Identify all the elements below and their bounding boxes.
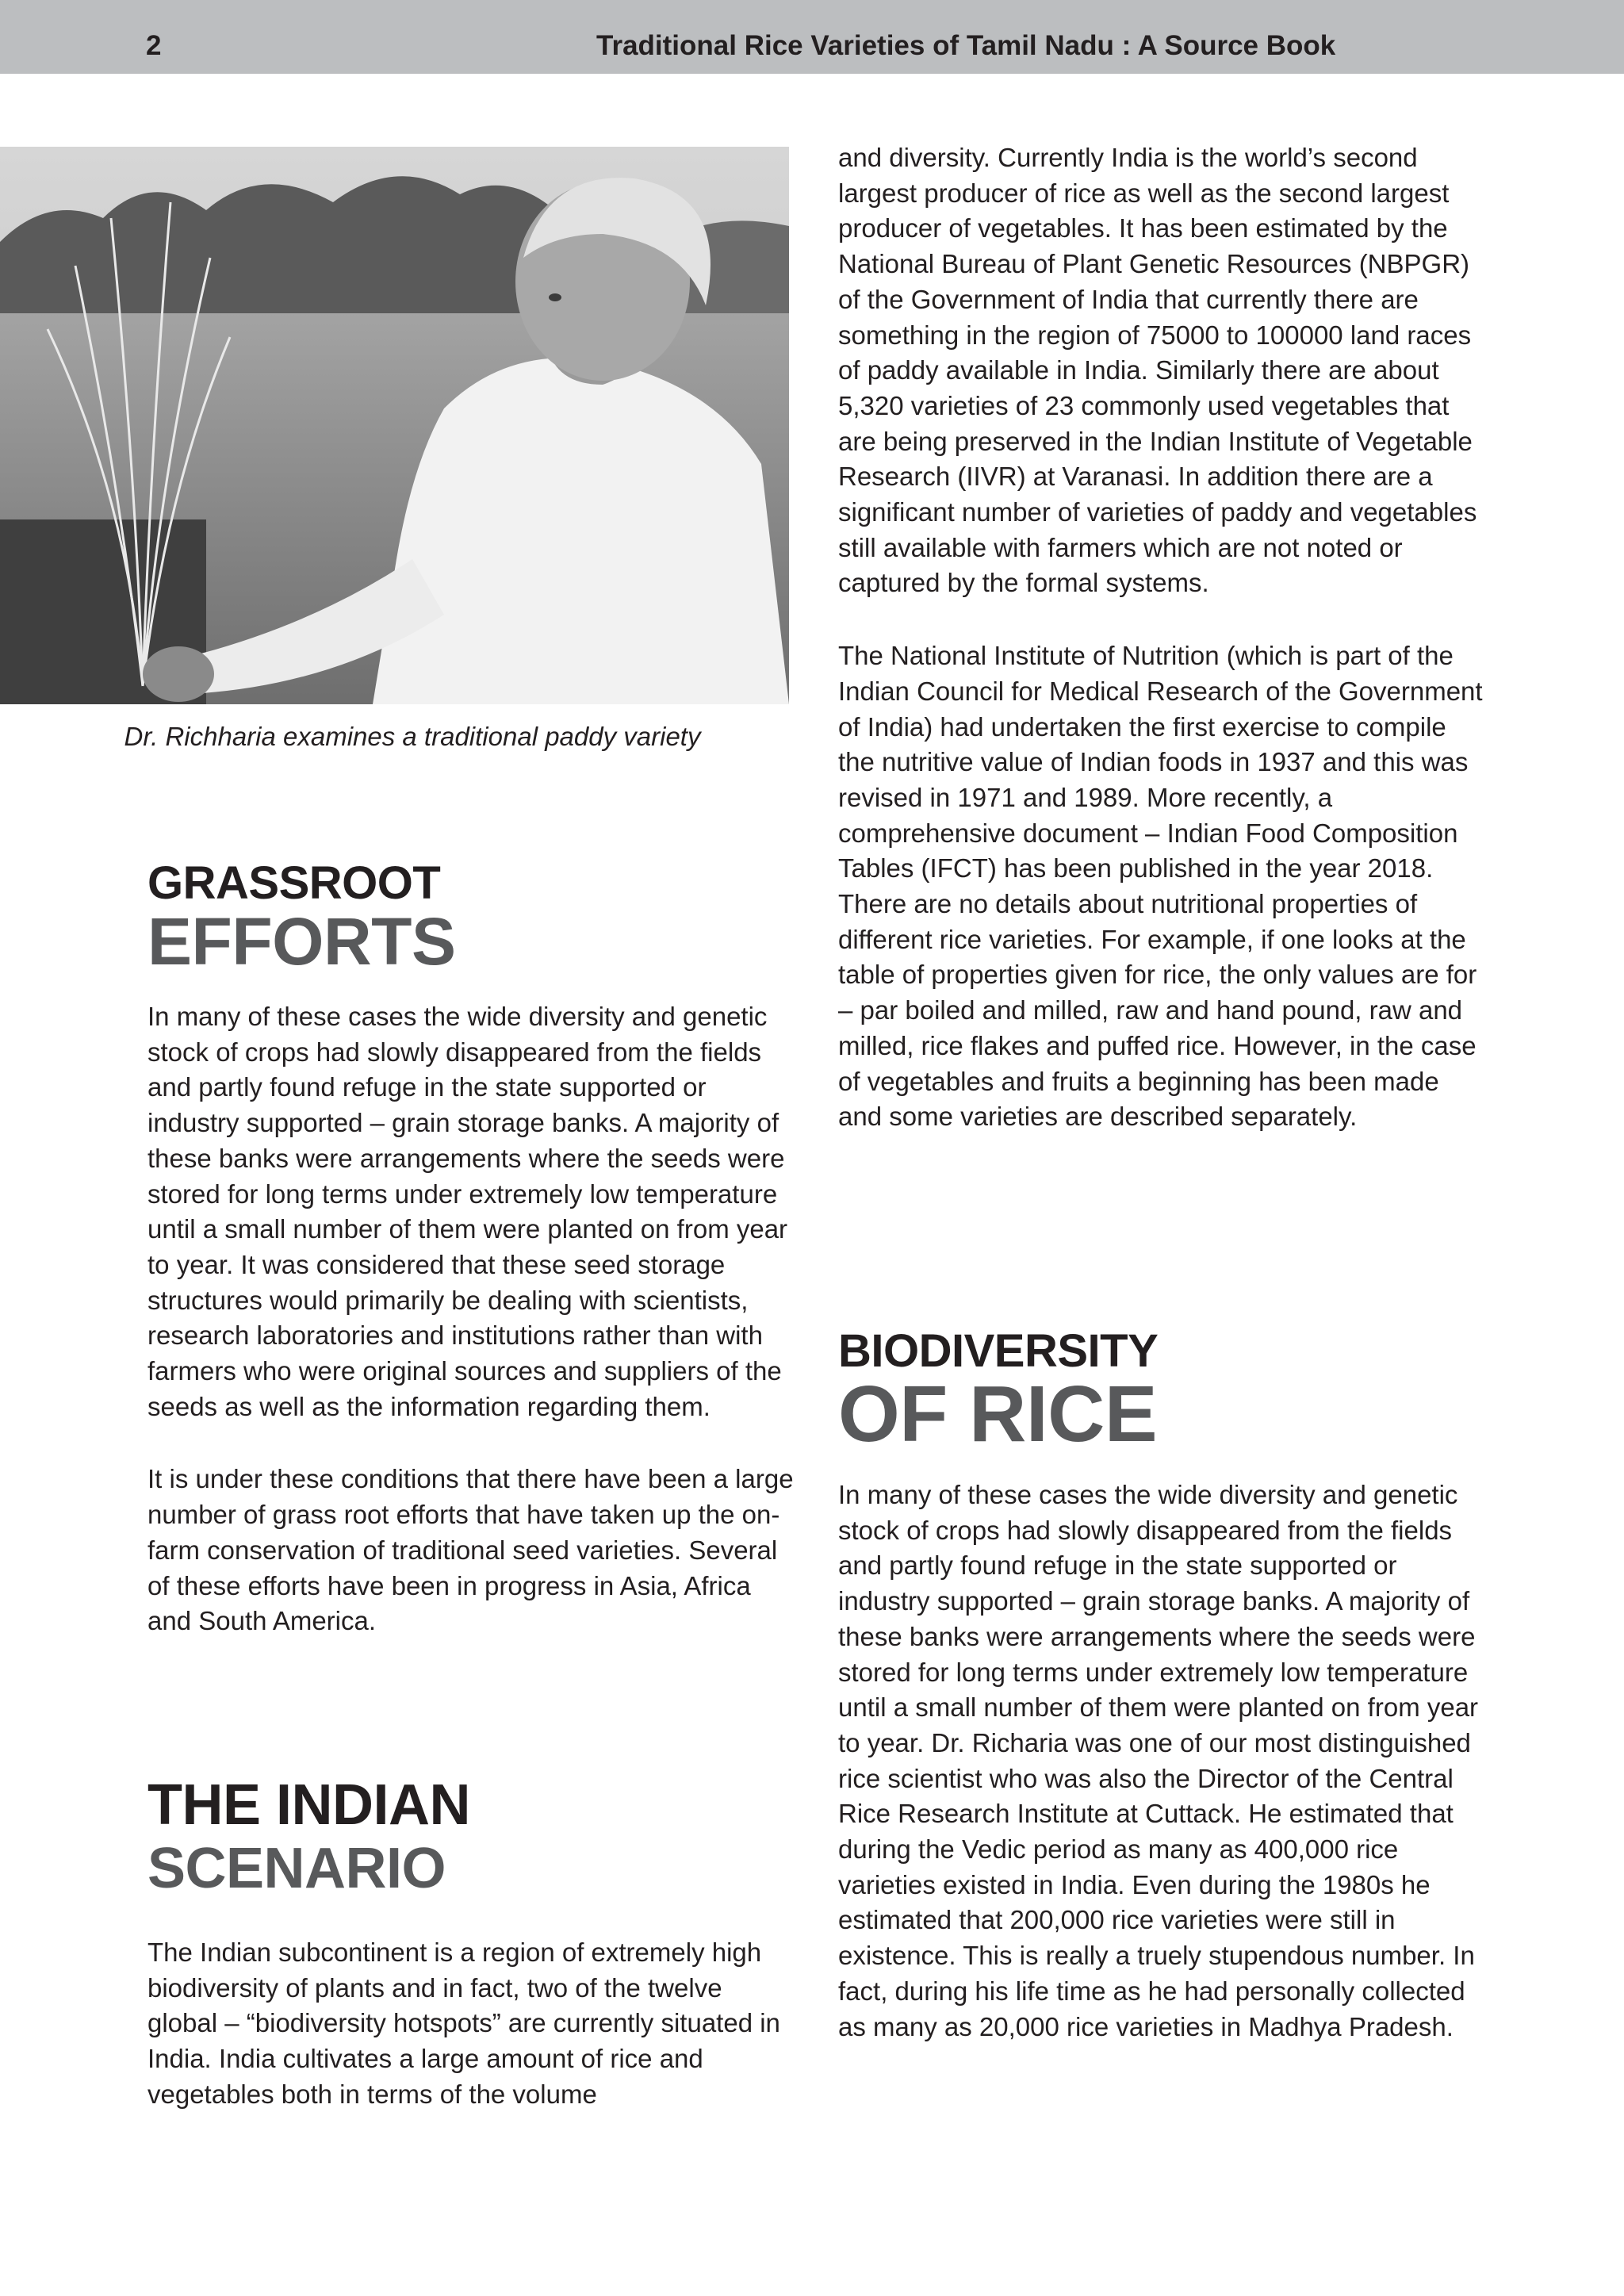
section-indian-scenario (147, 1773, 798, 2113)
section-body-indian (147, 1935, 798, 2113)
paragraph: In many of these cases the wide diversity and genetic stock of crops had slowly disappeared from the fields and partly found refuge in the state supported or industry supported – grain storage banks. A majority of these banks were arrangements where the seeds were stored for long terms under extremely low temperature until a small number of them were planted on from year to year. It was considered that these seed storage structures would primarily be dealing with scientists, research laboratories and institutions rather than with farmers who were original sources and suppliers of the seeds as well as the information regarding them. (147, 1002, 788, 1421)
section-heading-indian-line2: SCENARIO (147, 1837, 446, 1900)
photo-richharia-paddy (0, 147, 789, 704)
section-heading-indian-line1: THE INDIAN (147, 1773, 470, 1837)
paragraph: The Indian subcontinent is a region of extremely high biodiversity of plants and in fact, two of the twelve global – “biodiversity hotspots” are currently situated in India. India cultivates a large amount of rice and vegetables both in terms of the volume (147, 1938, 780, 2109)
page-header (0, 0, 1624, 74)
section-heading-biodiversity-line2: OF RICE (838, 1370, 1158, 1458)
paragraph: and diversity. Currently India is the world’s second largest producer of rice as well as the second largest producer of vegetables. It has been estimated by the National Bureau of Plant Genetic Resources (NBPGR) of the Government of India that currently there are something in the region of 75000 to 100000 land races of paddy available in India. Similarly there are about 5,320 varieties of 23 commonly used vegetables that are being preserved in the Indian Institute of Vegetable Research (IIVR) at Varanasi. In addition there are a significant number of varieties of paddy and vegetables still available with farmers which are not noted or captured by the formal systems. (838, 143, 1477, 598)
section-heading-grassroot-line2: EFFORTS (147, 904, 456, 979)
paragraph: In many of these cases the wide diversity and genetic stock of crops had slowly disappeared from the fields and partly found refuge in the state supported or industry supported – grain storage banks. A majority of these banks were arrangements where the seeds were stored for long terms under extremely low temperature until a small number of them were planted on from year to year. Dr. Richaria was one of our most distinguished rice scientist who was also the Director of the Central Rice Research Institute at Cuttack. He estimated that during the Vedic period as many as 400,000 rice varieties existed in India. Even during the 1980s he estimated that 200,000 rice varieties were still in existence. This is really a truely stupendous number. In fact, during his life time as he had personally collected as many as 20,000 rice varieties in Madhya Pradesh. (838, 1480, 1479, 2041)
section-body-grassroot (147, 999, 798, 1639)
section-biodiversity (838, 1325, 1488, 2045)
paragraph: The National Institute of Nutrition (which is part of the Indian Council for Medical Research of the Government of India) had undertaken the first exercise to compile the nutritive value of Indian foods in 1937 and this was revised in 1971 and 1989. More recently, a comprehensive document – Indian Food Composition Tables (IFCT) has been published in the year 2018. There are no details about nutritional properties of different rice varieties. For example, if one looks at the table of properties given for rice, the only values are for – par boiled and milled, raw and hand pound, raw and milled, rice flakes and puffed rice. However, in the case of vegetables and fruits a beginning has been made and some varieties are described separately. (838, 641, 1483, 1132)
section-grassroot (147, 857, 798, 1639)
section-heading-grassroot-line1: GRASSROOT (147, 857, 441, 909)
section-body-biodiversity (838, 1478, 1488, 2045)
section-heading-biodiversity-line1: BIODIVERSITY (838, 1325, 1159, 1377)
running-title: Traditional Rice Varieties of Tamil Nadu : A Source Book (596, 30, 1336, 61)
page-number: 2 (146, 30, 162, 61)
photo-caption: Dr. Richharia examines a traditional paddy variety (124, 722, 701, 751)
section-body-continued (838, 140, 1488, 1135)
paragraph: It is under these conditions that there have been a large number of grass root efforts that have taken up the on-farm conservation of traditional seed varieties. Several of these efforts have been in progress in Asia, Africa and South America. (147, 1464, 794, 1636)
